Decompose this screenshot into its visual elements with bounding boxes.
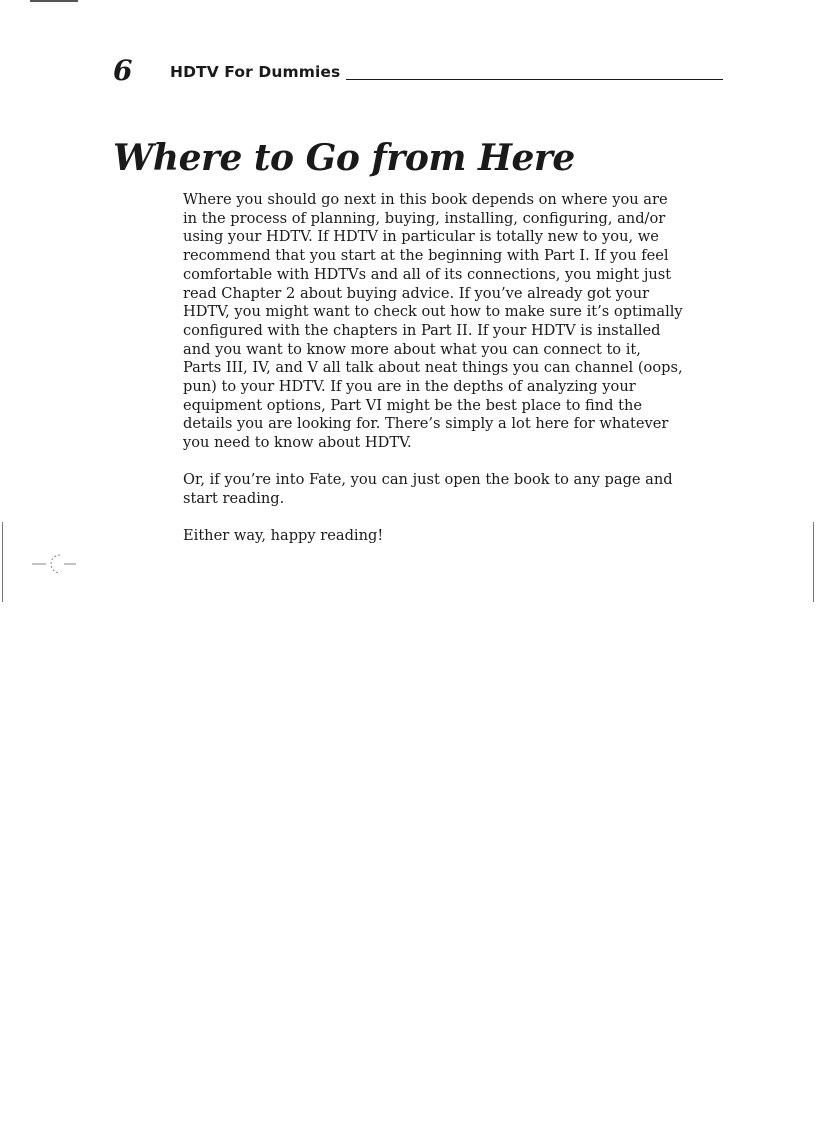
crop-mark-right (813, 522, 814, 602)
text-line: using your HDTV. If HDTV in particular is totally new to you, we (183, 228, 659, 246)
text-line: Parts III, IV, and V all talk about neat things you can channel (oops, (183, 359, 683, 377)
text-line: equipment options, Part VI might be the best place to find the (183, 396, 643, 414)
text-line: Either way, happy reading! (183, 527, 384, 545)
text-line: pun) to your HDTV. If you are in the depths of analyzing your (183, 378, 636, 396)
text-line: HDTV, you might want to check out how to make sure it’s optimally (183, 303, 683, 321)
page-number: 6 (113, 54, 133, 87)
book-title: HDTV For Dummies (170, 63, 341, 81)
registration-mark-icon (30, 552, 80, 576)
text-line: Where you should go next in this book depends on where you are (183, 191, 668, 208)
paragraph-fate (183, 471, 723, 508)
text-line: configured with the chapters in Part II. If your HDTV is installed (183, 321, 661, 339)
text-line: read Chapter 2 about buying advice. If you’ve already got your (183, 284, 650, 302)
paragraph-closing (183, 527, 723, 546)
text-line: recommend that you start at the beginning with Part I. If you feel (183, 247, 669, 265)
body-text (183, 191, 723, 564)
text-line: comfortable with HDTVs and all of its connections, you might just (183, 265, 672, 283)
running-head (113, 54, 723, 87)
text-line: Or, if you’re into Fate, you can just open the book to any page and (183, 471, 673, 489)
paragraph-intro (183, 191, 723, 453)
text-line: details you are looking for. There’s simply a lot here for whatever (183, 415, 669, 433)
section-heading: Where to Go from Here (113, 137, 575, 179)
text-line: in the process of planning, buying, installing, configuring, and/or (183, 209, 666, 227)
header-rule (346, 79, 723, 80)
text-line: you need to know about HDTV. (183, 434, 412, 452)
crop-mark-left (2, 522, 3, 602)
text-line: and you want to know more about what you can connect to it, (183, 340, 641, 358)
crop-mark-top (30, 0, 78, 2)
text-line: start reading. (183, 490, 285, 508)
